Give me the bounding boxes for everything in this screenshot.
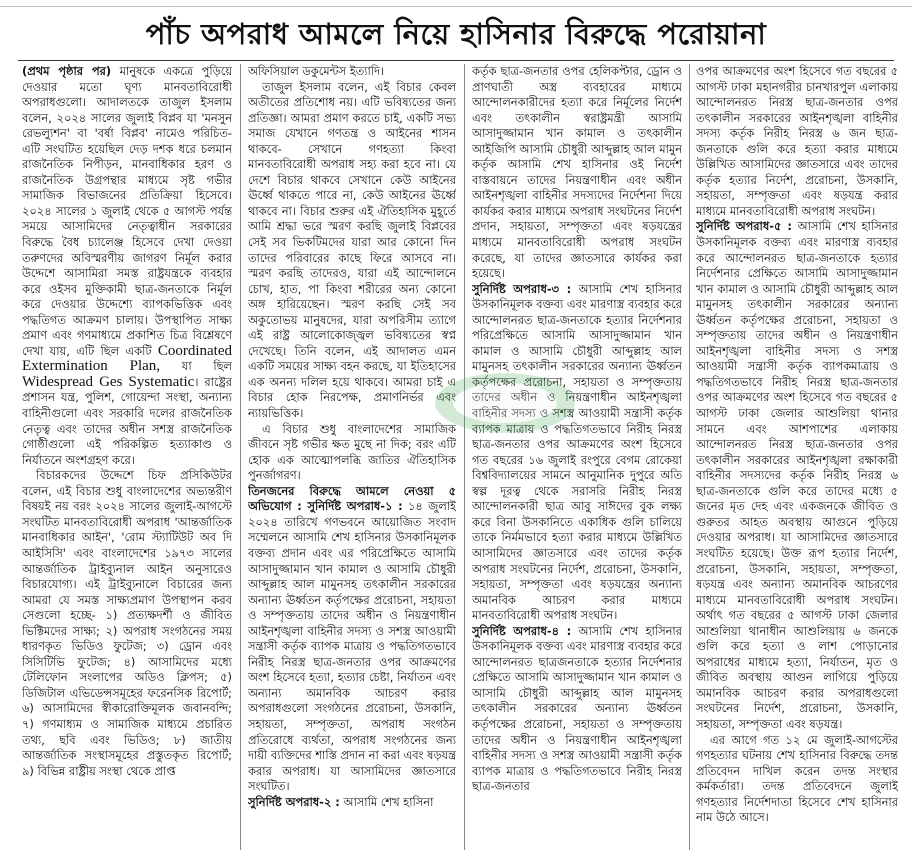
paragraph-text: কর্তৃক ছাত্র-জনতার ওপর হেলিকপ্টার, ড্রোন ও প্রাণঘাতী অস্ত্র ব্যবহারের মাধ্যমে আন্দোলনকারীদের হত্যা করে নির্মূলের নির্দেশ এবং তৎকালীন স্বরাষ্ট্রমন্ত্রী আসামি আসাদুজ্জামান খান কামাল ও তৎকালীন আইজিপি আসামি চৌধুরী আব্দুল্লাহ আল মামুন কর্তৃক আসামি শেখ হাসিনার ওই নির্দেশ বাস্তবায়নে তাদের নিয়ন্ত্রণাধীন এবং অধীন আইনশৃঙ্খলা বাহিনীর সদস্যদের নির্দেশনা দিয়ে কার্যকর করার মাধ্যমে অপরাধ সংঘটনের নির্দেশ প্রদান, সহায়তা, সম্পৃক্ততা এবং ষড়যন্ত্রের মাধ্যমে মানবতাবিরোধী অপরাধ সংঘটন করেছে, যা তাদের জ্ঞাতসারে কার্যকর করা হয়েছে। <box>472 64 682 281</box>
paragraph <box>472 282 682 624</box>
paragraph <box>22 64 232 468</box>
english-phrase: Widespread Ges Systematic <box>22 373 195 390</box>
paragraph-lead: (প্রথম পৃষ্ঠার পর) <box>22 64 112 78</box>
paragraph <box>472 624 682 795</box>
paragraph-text: । রাষ্ট্রের প্রশাসন যন্ত্র, পুলিশ, গোয়েন্দা সংস্থা, অন্যান্য বাহিনীগুলো এবং সরকারি দলের রাজনৈতিক নেতৃত্ব এবং তাদের অধীন সশস্ত্র রাজনৈতিক গোষ্ঠীগুলো এই পরিকল্পিত হত্যাকাণ্ড ও নির্যাতনে অংশগ্রহণ করে। <box>22 374 232 467</box>
paragraph <box>22 468 232 779</box>
column-2 <box>248 64 456 854</box>
paragraph <box>248 64 456 80</box>
column-divider <box>689 64 690 850</box>
paragraph-text: আসামি শেখ হাসিনার উসকানিমূলক বক্তব্য এবং মারণাস্ত্র ব্যবহার করে আন্দোলনরত ছাত্র-জনতাকে হত্যার নির্দেশনার প্রেক্ষিতে আসামি আসাদুজ্জামান খান কামাল ও আসামি চৌধুরী আব্দুল্লাহ আল মামুনসহ তৎকালীন সরকারের অন্যান্য ঊর্ধ্বতন কর্তৃপক্ষের প্ররোচনা, সহায়তা ও সম্পৃক্ততায় তাদের অধীন ও নিয়ন্ত্রণাধীন আইনশৃঙ্খলা বাহিনীর সদস্য ও সশস্ত্র আওয়ামী সন্ত্রাসী কর্তৃক ব্যাপকমাত্রায় ও পদ্ধতিগতভাবে নিরীহ নিরস্ত্র ছাত্র-জনতার ওপর আক্রমণের অংশ হিসেবে গত বছরের ৫ আগস্ট ঢাকা জেলার আশুলিয়া থানার সামনে এবং আশপাশের এলাকায় আন্দোলনরত নিরস্ত্র ছাত্র-জনতার ওপর তৎকালীন সরকারের আইনশৃঙ্খলা রক্ষাকারী বাহিনীর সদস্যদের কর্তৃক নিরীহ নিরস্ত্র ৬ ছাত্র-জনতাকে গুলি করে তাদের মধ্যে ৫ জনের মৃত দেহ এবং একজনকে জীবিত ও গুরুতর আহত অবস্থায় আগুনে পুড়িয়ে দেওয়ার অপরাধ। যা আসামিদের জ্ঞাতসারে সংঘটিত হয়েছে। উক্ত রূপ হত্যার নির্দেশ, প্ররোচনা, উসকানি, সহায়তা, সম্পৃক্ততা, ষড়যন্ত্র এবং অন্যান্য অমানবিক আচরণের মাধ্যমে মানবতাবিরোধী অপরাধ সংঘটন। অর্থাৎ গত বছরের ৫ আগস্ট ঢাকা জেলার আশুলিয়া থানাধীন আশুলিয়ায় ৬ জনকে গুলি করে হত্যা ও লাশ পোড়ানোর অপরাধের মাধ্যমে হত্যা, নির্যাতন, মৃত ও জীবিত অবস্থায় আগুন লাগিয়ে পুড়িয়ে অমানবিক আচরণ করার অপরাধগুলো সংঘটনের নির্দেশ, প্ররোচনা, উসকানি, সহায়তা, সম্পৃক্ততা এবং ষড়যন্ত্র। <box>696 219 898 731</box>
column-1 <box>22 64 232 854</box>
paragraph-text: অফিসিয়াল ডকুমেন্টস ইত্যাদি। <box>248 64 385 78</box>
paragraph-text: মানুষকে একত্রে পুড়িয়ে দেওয়ার মতো ঘৃণ্য মানবতাবিরোধী অপরাধগুলো। আদালতকে তাজুল ইসলাম বলেন, ২০২৪ সালের জুলাই বিপ্লব যা 'মনসুন রেভল্যুশন' বা 'বর্ষা বিপ্লব' নামেও পরিচিত- এটি সংঘটিত হয়েছিল দেড় দশক ধরে চলমান রাজনৈতিক নিপীড়ন, মানবাধিকার হরণ ও রাজনৈতিক উগ্রপন্থার মাধ্যমে সৃষ্ট গভীর সামাজিক বিভাজনের প্রতিক্রিয়া হিসেবে। ২০২৪ সালের ১ জুলাই থেকে ৫ আগস্ট পর্যন্ত সময়ে আসামিদের নেতৃত্বাধীন সরকারের বিরুদ্ধে বৈধ চ্যালেঞ্জ হিসেবে দেখা দেওয়া তরুণদের অবিস্মরণীয় জাগরণ নির্মূল করার উদ্দেশে আসামিরা সমস্ত রাষ্ট্রযন্ত্রকে ব্যবহার করে ওইসব মুক্তিকামী ছাত্র-জনতাকে নির্মূল করে দেওয়ার উদ্দেশ্যে ব্যাপকভিত্তিক এবং পদ্ধতিগত আক্রমণ চালায়। উপস্থাপিত সাক্ষ্য প্রমাণ এবং গণমাধ্যমে প্রকাশিত চিত্র বিশ্লেষণে দেখা যায়, এটি ছিল একটি <box>22 64 232 358</box>
paragraph-text: আসামি শেখ হাসিনার উসকানিমূলক বক্তব্য এবং মারণাস্ত্র ব্যবহার করে আন্দোলনরত ছাত্রজনতাকে হত্যার নির্দেশনার প্রেক্ষিতে আসামি আসাদুজ্জামান খান কামাল ও আসামি চৌধুরী আব্দুল্লাহ আল মামুনসহ তৎকালীন সরকারের অন্যান্য ঊর্ধ্বতন কর্তৃপক্ষের প্ররোচনা, সহায়তা ও সম্পৃক্ততায় তাদের অধীন ও নিয়ন্ত্রণাধীন আইনশৃঙ্খলা বাহিনীর সদস্য ও সশস্ত্র আওয়ামী সন্ত্রাসী কর্তৃক ব্যাপক মাত্রায় ও পদ্ধতিগতভাবে নিরীহ নিরস্ত্র ছাত্র-জনতার <box>472 623 682 794</box>
column-3 <box>472 64 682 854</box>
paragraph <box>248 484 456 795</box>
paragraph-text: তাজুল ইসলাম বলেন, এই বিচার কেবল অতীতের প্রতিশোধ নয়। এটি ভবিষ্যতের জন্য প্রতিজ্ঞা। আমরা প্রমাণ করতে চাই, একটি সভ্য সমাজ যেখানে গণতন্ত্র ও আইনের শাসন থাকবে- সেখানে গণহত্যা কিংবা মানবতাবিরোধী অপরাধ সহ্য করা হবে না। যে দেশে বিচার থাকবে সেখানে কেউ আইনের ঊর্ধ্বে থাকতে পারে না, কেউ আইনের ঊর্ধ্বে থাকবে না। বিচার শুরুর এই ঐতিহাসিক মুহূর্তে আমি শ্রদ্ধা ভরে স্মরণ করছি জুলাই বিপ্লবের সেই সব ভিকটিমদের যারা আর কোনো দিন তাদের পরিবারের কাছে ফিরে আসবে না। স্মরণ করছি তাদেরও, যারা এই আন্দোলনে চোখ, হাত, পা কিংবা শরীরের অন্য কোনো অঙ্গ হারিয়েছেন। স্মরণ করছি সেই সব অকুতোভয় মানুষদের, যারা অপরিসীম ত্যাগে এই রাষ্ট্র আলোকোজ্জ্বল ভবিষ্যতের স্বপ্ন দেখেছে। তিনি বলেন, এই আদালত এমন একটি সময়ের সাক্ষ্য বহন করছে, যা ইতিহাসের এক অনন্য দলিল হয়ে থাকবে। আমরা চাই এ বিচার হোক নিরপেক্ষ, প্রমাণনির্ভর এবং ন্যায়ভিত্তিক। <box>248 79 456 421</box>
subheading: তিনজনের বিরুদ্ধে আমলে নেওয়া ৫ অভিযোগ : সুনির্দিষ্ট অপরাধ-১ : <box>248 483 456 514</box>
paragraph-text: আসামি শেখ হাসিনা <box>339 794 434 809</box>
paragraph <box>248 422 456 484</box>
paragraph-text: বিচারকদের উদ্দেশে চিফ প্রসিকিউটর বলেন, এই বিচার শুধু বাংলাদেশের অভ্যন্তরীণ বিষয়ই নয় বরং ২০২৪ সালের জুলাই-আগস্টে সংঘটিত মানবতাবিরোধী অপরাধ 'আন্তর্জাতিক মানবাধিকার আইন', 'রোম স্ট্যাটিউট অব দি আইসিসি' এবং বাংলাদেশের ১৯৭৩ সালের আন্তর্জাতিক ট্রাইব্যুনাল আইন অনুসারেও বিচারযোগ্য। এই ট্রাইব্যুনালে বিচারের জন্য আমরা যে সমস্ত সাক্ষ্যপ্রমাণ উপস্থাপন করব সেগুলো হচ্ছে- ১) প্রত্যক্ষদর্শী ও জীবিত ভিক্টিমদের সাক্ষ্য; ২) অপরাধ সংগঠনের সময় ধারণকৃত ভিডিও ফুটেজ; ৩) ড্রোন এবং সিসিটিভি ফুটেজ; ৪) আসামিদের মধ্যে টেলিফোন সংলাপের অডিও ক্লিপস; ৫) ডিজিটাল এভিডেন্সসমূহের ফরেনসিক রিপোর্ট; ৬) আসামিদের স্বীকারোক্তিমূলক জবানবন্দি; ৭) গণমাধ্যম ও সামাজিক মাধ্যমে প্রচারিত তথ্য, ছবি এবং ভিডিও; ৮) জাতীয় আন্তর্জাতিক সংস্থাসমূহের প্রস্তুতকৃত রিপোর্ট; ৯) বিভিন্ন রাষ্ট্রীয় সংস্থা থেকে প্রাপ্ত <box>22 468 232 778</box>
subheading: সুনির্দিষ্ট অপরাধ-৫ : <box>696 219 792 234</box>
paragraph <box>248 795 456 811</box>
paragraph-text: ওপর আক্রমণের অংশ হিসেবে গত বছরের ৫ আগস্ট ঢাকা মহানগরীর চানখারপুল এলাকায় আন্দোলনরত নিরস্ত্র ছাত্র-জনতার ওপর তৎকালীন সরকারের আইনশৃঙ্খলা বাহিনীর সদস্য কর্তৃক নিরীহ নিরস্ত্র ৬ জন ছাত্র-জনতাকে গুলি করে হত্যা করার মাধ্যমে উল্লিখিত আসামিদের জ্ঞাতসারে এবং তাদের কর্তৃক হত্যার নির্দেশ, প্ররোচনা, উসকানি, সহায়তা, সম্পৃক্ততা এবং ষড়যন্ত্র করার মাধ্যমে মানবতাবিরোধী অপরাধ সংঘটন। <box>696 64 898 218</box>
subheading: সুনির্দিষ্ট অপরাধ-৪ : <box>472 623 572 638</box>
paragraph-text: আসামি শেখ হাসিনার উসকানিমূলক বক্তব্য এবং মারণাস্ত্র ব্যবহার করে আন্দোলনরত ছাত্র-জনতাকে হত্যার নির্দেশনার পরিপ্রেক্ষিতে আসামি আসাদুজ্জামান খান কামাল ও আসামি চৌধুরী আব্দুল্লাহ আল মামুনসহ তৎকালীন সরকারের অন্যান্য ঊর্ধ্বতন কর্তৃপক্ষের প্ররোচনা, সহায়তা ও সম্পৃক্ততায় তাদের অধীন ও নিয়ন্ত্রণাধীন আইনশৃঙ্খলা বাহিনীর সদস্য ও সশস্ত্র আওয়ামী সন্ত্রাসী কর্তৃক ব্যাপক মাত্রায় ও পদ্ধতিগতভাবে নিরীহ নিরস্ত্র ছাত্র-জনতার ওপর আক্রমণের অংশ হিসেবে গত বছরের ১৬ জুলাই রংপুরে বেগম রোকেয়া বিশ্ববিদ্যালয়ের সামনে আনুমানিক দুপুরে অতি স্বল্প দূরত্ব থেকে সরাসরি নিরীহ নিরস্ত্র আন্দোলনকারী ছাত্র আবু সাঈদের বুক লক্ষ্য করে বিনা উসকানিতে একাধিক গুলি চালিয়ে তাকে নির্মমভাবে হত্যা করার মাধ্যমে উল্লিখিত আসামিদের জ্ঞাতসারে এবং তাদের কর্তৃক অপরাধ সংঘটনের নির্দেশ, প্ররোচনা, উসকানি, সহায়তা, সম্পৃক্ততা এবং ষড়যন্ত্রের অন্যান্য অমানবিক আচরণ করার মাধ্যমে মানবতাবিরোধী অপরাধ সংঘটন। <box>472 281 682 623</box>
paragraph-text: ১৪ জুলাই ২০২৪ তারিখে গণভবনে আয়োজিত সংবাদ সম্মেলনে আসামি শেখ হাসিনার উসকানিমূলক বক্তব্য প্রদান এবং এর পরিপ্রেক্ষিতে আসামি আসাদুজ্জামান খান কামাল ও আসামি চৌধুরী আব্দুল্লাহ আল মামুনসহ তৎকালীন সরকারের অন্যান্য ঊর্ধ্বতন কর্তৃপক্ষের প্ররোচনা, সহায়তা ও সম্পৃক্ততায় তাদের অধীন ও নিয়ন্ত্রণাধীন আইনশৃঙ্খলা বাহিনীর সদস্য ও সশস্ত্র আওয়ামী সন্ত্রাসী কর্তৃক ব্যাপক মাত্রায় ও পদ্ধতিগতভাবে নিরীহ নিরস্ত্র ছাত্র-জনতার ওপর আক্রমণের অংশ হিসেবে হত্যা, হত্যার চেষ্টা, নির্যাতন এবং অন্যান্য অমানবিক আচরণ করার অপরাধগুলো সংগঠনের প্ররোচনা, উসকানি, সহায়তা, সম্পৃক্ততা, অপরাধ সংগঠন প্রতিরোধে ব্যর্থতা, অপরাধ সংগঠনের জন্য দায়ী ব্যক্তিদের শাস্তি প্রদান না করা এবং ষড়যন্ত্র করার অপরাধ। যা আসামিদের জ্ঞাতসারে সংঘটিত। <box>248 499 456 794</box>
subheading: সুনির্দিষ্ট অপরাধ-২ : <box>248 794 340 809</box>
subheading: সুনির্দিষ্ট অপরাধ-৩ : <box>472 281 572 296</box>
top-strip <box>0 0 912 7</box>
paragraph-text: এর আগে গত ১২ মে জুলাই-আগস্টের গণহত্যার ঘটনায় শেখ হাসিনার বিরুদ্ধে তদন্ত প্রতিবেদন দাখিল করেন তদন্ত সংস্থার কর্মকর্তারা। তদন্ত প্রতিবেদনে জুলাই গণহত্যার নির্দেশদাতা হিসেবে শেখ হাসিনার নাম উঠে আসে। <box>696 732 898 825</box>
column-divider <box>464 64 465 850</box>
column-divider <box>240 64 241 850</box>
english-phrase: Coordinated Extermination Plan, <box>22 342 232 375</box>
paragraph <box>248 80 456 422</box>
paragraph <box>696 733 898 826</box>
headline: পাঁচ অপরাধ আমলে নিয়ে হাসিনার বিরুদ্ধে পরোয়ানা <box>145 17 767 51</box>
paragraph <box>696 219 898 732</box>
paragraph-text: এ বিচার শুধু বাংলাদেশের সামাজিক জীবনে সৃষ্ট গভীর ক্ষত মুছে না দিক; বরং এটি হোক এক আত্মোপলব্ধি জাতির ঐতিহাসিক পুনর্জাগরণ। <box>248 421 456 483</box>
column-4 <box>696 64 898 854</box>
headline-rule <box>18 60 894 61</box>
paragraph <box>696 64 898 219</box>
paragraph <box>472 64 682 282</box>
paragraph-text: যা ছিল <box>160 359 232 374</box>
